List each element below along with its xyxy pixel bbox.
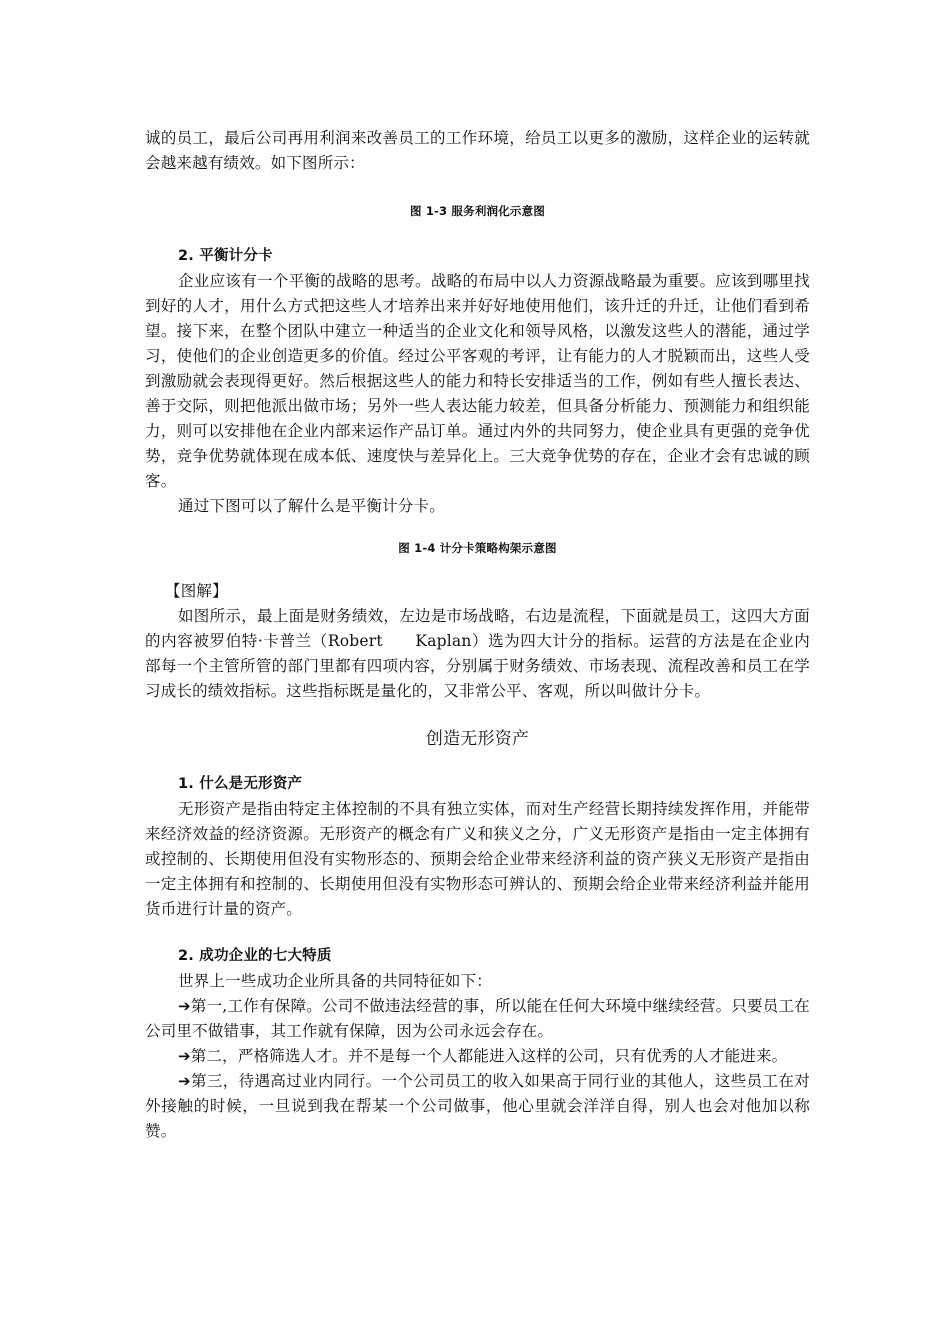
seven-traits-lead: 世界上一些成功企业所具备的共同特征如下： [178,972,493,990]
trait-item [145,1044,810,1069]
arrow-right-icon: ➔ [178,1072,191,1090]
arrow-right-icon: ➔ [178,1047,191,1065]
intangible-paragraph: 无形资产是指由特定主体控制的不具有独立实体，而对生产经营长期持续发挥作用，并能带来经济效益的经济资源。无形资产的概念有广义和狭义之分，广义无形资产是指由一定主体拥有或控制的、长期使用但没有实物形态的、预期会给企业带来经济利益的资产狭义无形资产是指由一定主体拥有和控制的、长期使用但没有实物形态可辨认的、预期会给企业带来经济利益并能用货币进行计量的资产。 [145,800,810,918]
balanced-scorecard-lead: 通过下图可以了解什么是平衡计分卡。 [178,497,445,515]
illustration-heading: 【图解】 [165,582,228,600]
trait-text: 第一,工作有保障。公司不做违法经营的事，所以能在任何大环境中继续经营。只要员工在公司里不做错事，其工作就有保障，因为公司永远会存在。 [145,997,810,1040]
illustration-paragraph: 如图所示，最上面是财务绩效，左边是市场战略，右边是流程，下面就是员工，这四大方面的内容被罗伯特·卡普兰（Robert Kaplan）选为四大计分的指标。运营的方法是在企业内部每一个主管所管的部门里都有四项内容，分别属于财务绩效、市场表现、流程改善和员工在学习成长的绩效指标。这些指标既是量化的，又非常公平、客观，所以叫做计分卡。 [145,607,810,700]
figure-1-3-caption: 图 1-3 服务利润化示意图 [409,204,546,218]
trait-item [145,1069,810,1144]
trait-item [145,994,810,1044]
section-title: 创造无形资产 [425,729,530,749]
trait-text: 第二，严格筛选人才。并不是每一个人都能进入这样的公司，只有优秀的人才能进来。 [190,1047,788,1065]
trait-text: 第三，待遇高过业内同行。一个公司员工的收入如果高于同行业的其他人，这些员工在对外接触的时候，一旦说到我在帮某一个公司做事，他心里就会洋洋自得，别人也会对他加以称赞。 [145,1072,810,1140]
document-page [145,126,810,1144]
intro-paragraph: 诚的员工，最后公司再用利润来改善员工的工作环境，给员工以更多的激励，这样企业的运转就会越来越有绩效。如下图所示： [145,129,810,172]
figure-1-4-caption: 图 1-4 计分卡策略构架示意图 [398,541,557,555]
balanced-scorecard-heading: 2. 平衡计分卡 [178,248,273,264]
intangible-heading: 1. 什么是无形资产 [178,776,303,792]
seven-traits-heading: 2. 成功企业的七大特质 [178,948,332,964]
balanced-scorecard-paragraph: 企业应该有一个平衡的战略的思考。战略的布局中以人力资源战略最为重要。应该到哪里找到好的人才，用什么方式把这些人才培养出来并好好地使用他们，该升迁的升迁，让他们看到希望。接下来，在整个团队中建立一种适当的企业文化和领导风格，以激发这些人的潜能，通过学习，使他们的企业创造更多的价值。经过公平客观的考评，让有能力的人才脱颖而出，这些人受到激励就会表现得更好。然后根据这些人的能力和特长安排适当的工作，例如有些人擅长表达、善于交际，则把他派出做市场；另外一些人表达能力较差，但具备分析能力、预测能力和组织能力，则可以安排他在企业内部来运作产品订单。通过内外的共同努力，使企业具有更强的竞争优势，竞争优势就体现在成本低、速度快与差异化上。三大竞争优势的存在，企业才会有忠诚的顾客。 [145,272,810,490]
arrow-right-icon: ➔ [178,997,191,1015]
